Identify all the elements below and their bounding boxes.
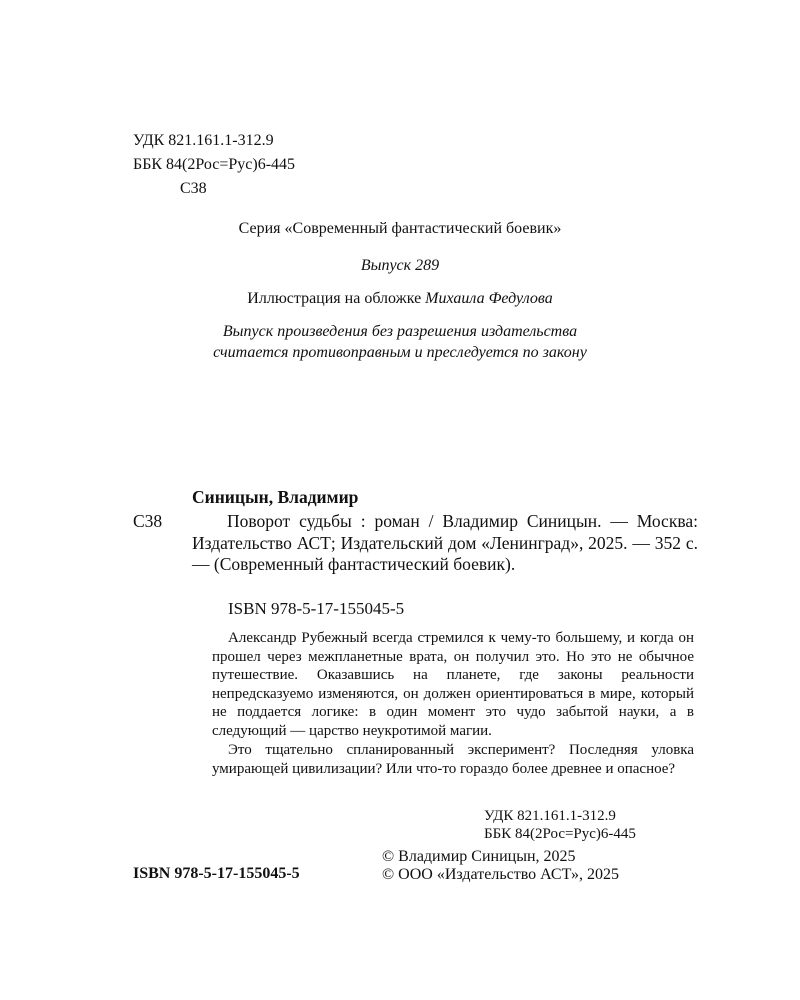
series-line: Серия «Современный фантастический боевик» [238, 220, 562, 237]
author-mark-top: С38 [180, 180, 207, 197]
entry-code: С38 [133, 511, 163, 531]
isbn-bottom: ISBN 978-5-17-155045-5 [133, 865, 300, 882]
bbk-code-top: ББК 84(2Рос=Рус)6-445 [133, 156, 296, 173]
illustration-prefix: Иллюстрация на обложке [247, 290, 426, 307]
author-heading: Синицын, Владимир [192, 487, 359, 507]
bbk-code-bottom: ББК 84(2Рос=Рус)6-445 [484, 826, 636, 842]
illustrator-name: Михаила Федулова [425, 290, 553, 307]
udk-code-bottom: УДК 821.161.1-312.9 [484, 808, 616, 824]
annotation-paragraph-2: Это тщательно спланированный эксперимент? Последняя уловка умирающей цивилизации? Или что-то гораздо более древнее и опасное? [212, 742, 694, 777]
illustration-credit [0, 290, 800, 308]
warning-line-2: считается противоправным и преследуется по закону [213, 344, 587, 361]
copyright-author: © Владимир Синицын, 2025 [382, 848, 576, 865]
issue-number: Выпуск 289 [360, 257, 440, 274]
copyright-publisher: © ООО «Издательство АСТ», 2025 [382, 866, 619, 883]
isbn-entry: ISBN 978-5-17-155045-5 [228, 599, 405, 618]
bibliographic-entry: Поворот судьбы : роман / Владимир Синицын. — Москва: Издательство АСТ; Издательский дом «Ленинград», 2025. — 352 с. — (Современный фантастический боевик). [192, 511, 698, 574]
udk-code-top: УДК 821.161.1-312.9 [133, 132, 274, 149]
warning-line-1: Выпуск произведения без разрешения издательства [222, 323, 578, 340]
annotation-paragraph-1: Александр Рубежный всегда стремился к чему-то большему, и когда он прошел через межпланетные врата, он получил это. Но это не обычное путешествие. Оказавшись на планете, где законы реальности непредсказуемо изменяются, он должен ориентироваться в мире, который не поддается логике: в один момент это чудо забытой науки, а в следующий — царство неукротимой магии. [212, 630, 694, 739]
